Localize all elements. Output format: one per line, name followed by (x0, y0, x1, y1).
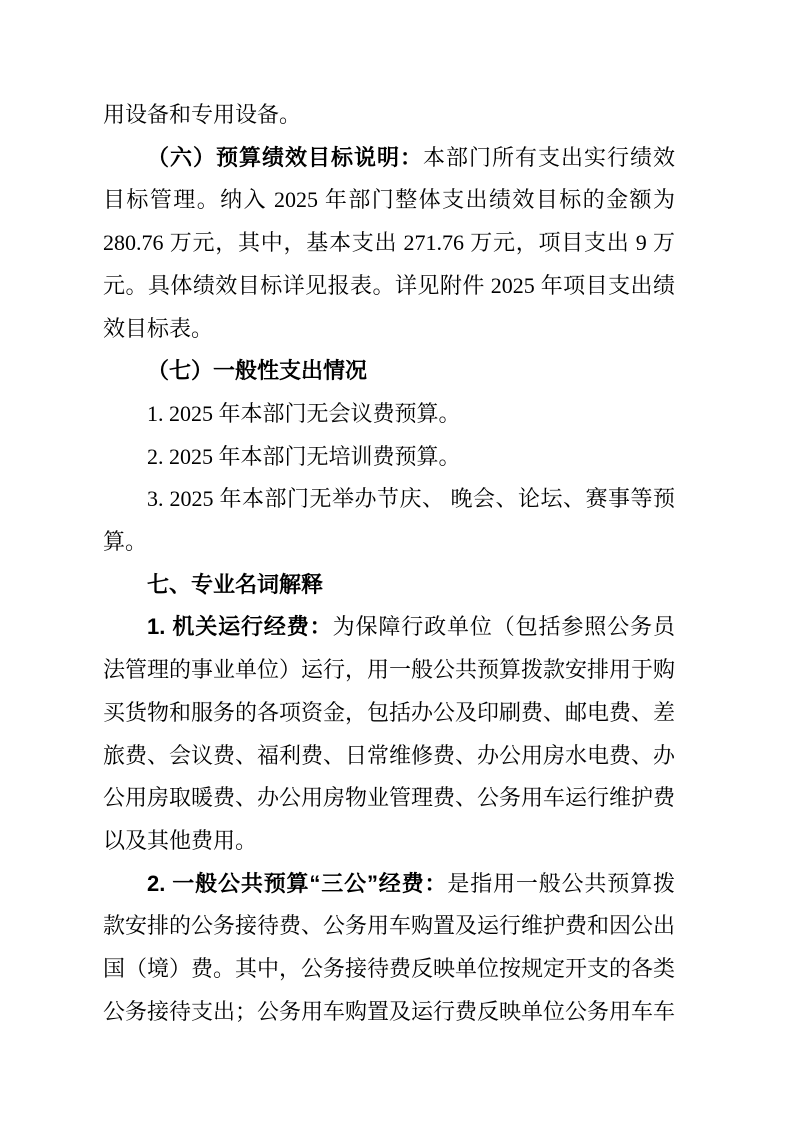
heading-text-run: 2. 一般公共预算“三公”经费： (147, 870, 448, 896)
body-text-run: 2. 2025 年本部门无培训费预算。 (147, 443, 461, 469)
paragraph (103, 436, 675, 479)
paragraph (103, 478, 675, 563)
paragraph (103, 606, 675, 862)
heading-text-run: （七）一般性支出情况 (147, 358, 368, 384)
body-text-run: 3. 2025 年本部门无举办节庆、 晚会、论坛、赛事等预算。 (103, 486, 675, 555)
heading-text-run: 1. 机关运行经费： (147, 614, 333, 640)
body-text-run: 本部门所有支出实行绩效目标管理。纳入 2025 年部门整体支出绩效目标的金额为 280.76 万元，其中，基本支出 271.76 万元，项目支出 9 万元。具体绩效目标详见报表。详见附件 2025 年项目支出绩效目标表。 (103, 144, 675, 341)
body-text-run: 1. 2025 年本部门无会议费预算。 (147, 400, 461, 426)
paragraph (103, 94, 675, 137)
paragraph (103, 393, 675, 436)
paragraph (103, 863, 675, 1034)
body-text-run: 用设备和专用设备。 (103, 102, 302, 127)
heading-text-run: （六）预算绩效目标说明： (147, 144, 423, 170)
paragraph (103, 564, 675, 607)
paragraph (103, 350, 675, 393)
heading-text-run: 七、专业名词解释 (147, 571, 324, 597)
body-text-run: 为保障行政单位（包括参照公务员法管理的事业单位）运行，用一般公共预算拨款安排用于购买货物和服务的各项资金，包括办公及印刷费、邮电费、差旅费、会议费、福利费、日常维修费、办公用房水电费、办公用房取暖费、办公用房物业管理费、公务用车运行维护费以及其他费用。 (103, 614, 676, 853)
document-body (103, 94, 675, 1033)
paragraph (103, 137, 675, 351)
body-text-run: 是指用一般公共预算拨款安排的公务接待费、公务用车购置及运行维护费和因公出国（境）费。其中，公务接待费反映单位按规定开支的各类公务接待支出；公务用车购置及运行费反映单位公务用车车 (103, 870, 676, 1024)
